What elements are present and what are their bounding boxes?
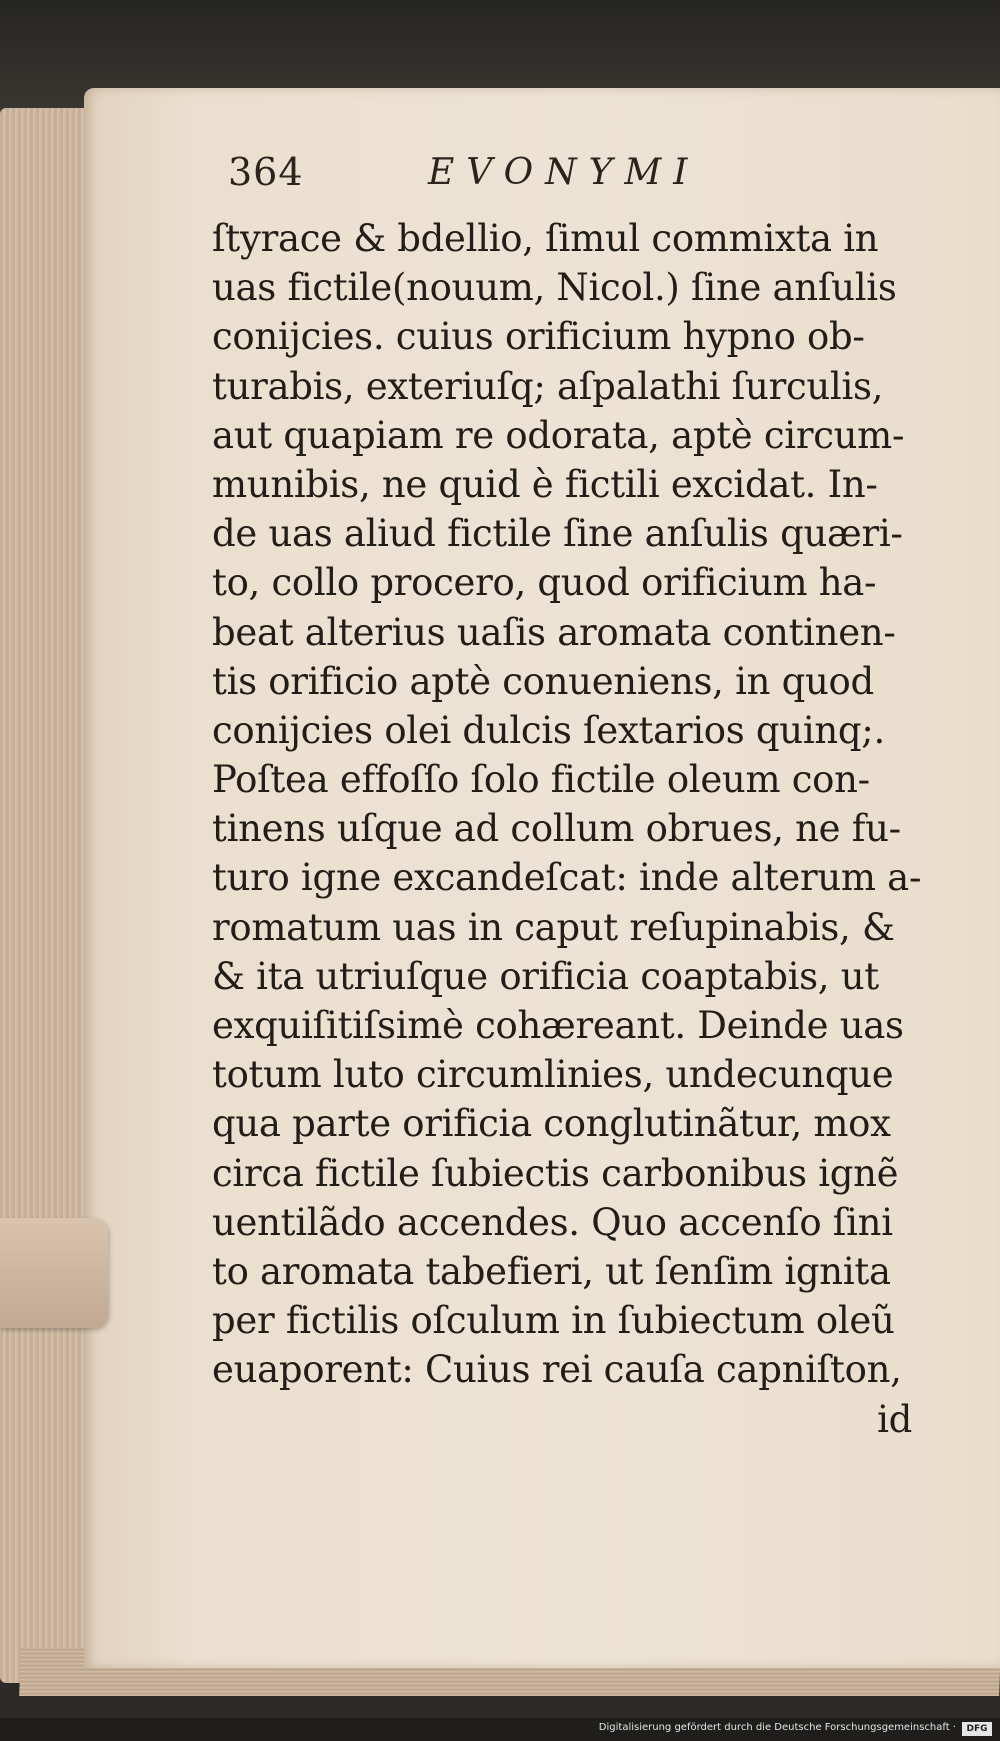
text-line: ſtyrace & bdellio, ſimul commixta in: [212, 217, 879, 260]
text-line: de uas aliud fictile ſine anſulis quæri-: [212, 512, 903, 556]
footer-bar: [0, 1718, 1000, 1741]
text-line: romatum uas in caput reſupinabis, &: [212, 905, 895, 949]
text-line: qua parte orificia conglutinãtur, mox: [212, 1102, 891, 1146]
text-line: per fictilis oſculum in ſubiectum oleũ: [212, 1299, 895, 1343]
text-line: tis orificio aptè conueniens, in quod: [212, 659, 874, 703]
text-line: euaporent: Cuius rei cauſa capniſton,: [212, 1348, 902, 1392]
text-line: beat alterius uaſis aromata continen-: [212, 610, 896, 654]
text-line: & ita utriuſque orificia coaptabis, ut: [212, 954, 879, 998]
text-line: uas fictile(nouum, Nicol.) ſine anſulis: [212, 266, 897, 310]
text-line: to, collo procero, quod orificium ha-: [212, 561, 877, 605]
text-line: munibis, ne quid è fictili excidat. In-: [212, 462, 878, 506]
digitization-credit: Digitalisierung gefördert durch die Deutsche Forschungsgemeinschaft ·: [598, 1722, 956, 1733]
running-title: EVONYMI: [428, 152, 700, 193]
text-line: exquiſitiſsimè cohæreant. Deinde uas: [212, 1004, 904, 1047]
text-line: turo igne excandeſcat: inde alterum a-: [212, 856, 922, 900]
page-edges-left: [0, 108, 92, 1683]
page-number: 364: [228, 150, 304, 194]
text-line: turabis, exteriuſq; aſpalathi ſurculis,: [212, 364, 884, 408]
dfg-logo: DFG: [962, 1722, 992, 1736]
text-block: [212, 214, 922, 1444]
text-line: Poſtea effoſſo ſolo fictile oleum con-: [212, 758, 870, 802]
text-line: conijcies. cuius orificium hypno ob-: [212, 315, 865, 359]
text-line: tinens uſque ad collum obrues, ne fu-: [212, 807, 901, 851]
catchword: id: [877, 1397, 912, 1441]
running-head: [228, 150, 828, 210]
text-line: circa fictile ſubiectis carbonibus ignẽ: [212, 1151, 899, 1195]
text-line: aut quapiam re odorata, aptè circum-: [212, 413, 905, 457]
text-line: totum luto circumlinies, undecunque: [212, 1053, 894, 1097]
bookmark-tab: [0, 1218, 108, 1328]
text-line: uentilãdo accendes. Quo accenſo ſini: [212, 1200, 893, 1244]
text-line: conijcies olei dulcis ſextarios quinq;.: [212, 708, 885, 752]
text-line: to aromata tabefieri, ut ſenſim ignita: [212, 1249, 891, 1293]
